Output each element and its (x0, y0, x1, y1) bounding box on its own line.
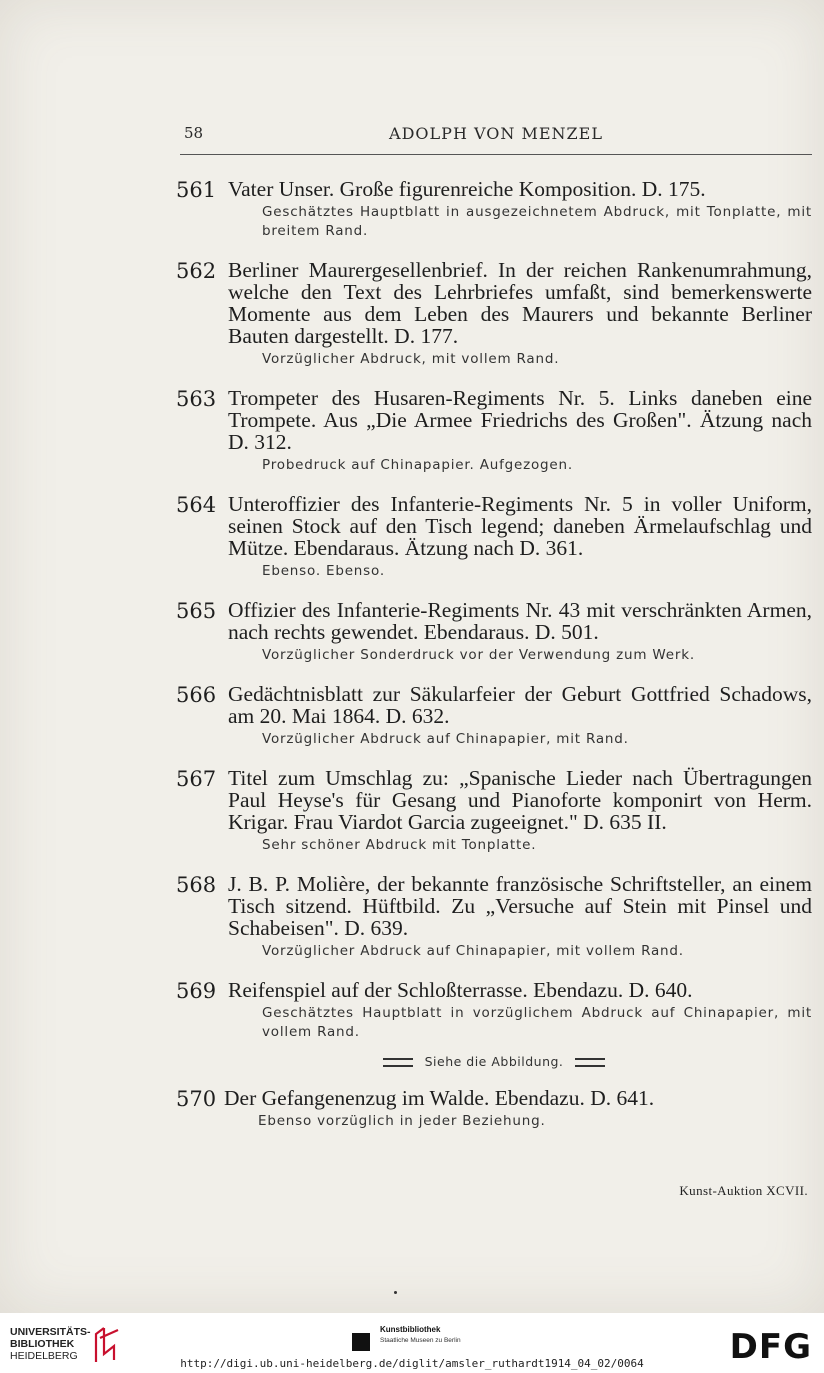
see-illustration-note (176, 1054, 812, 1069)
entry-number: 563 (176, 387, 217, 411)
catalog-entry-563 (176, 387, 812, 475)
kb-name: Kunstbibliothek (380, 1325, 441, 1334)
double-rule-left (383, 1058, 413, 1067)
catalog-entry-567 (176, 767, 812, 855)
entry-number: 565 (176, 599, 217, 623)
entry-condition-note: Sehr schöner Abdruck mit Tonplatte. (262, 837, 537, 853)
catalog-entry-561 (176, 178, 812, 241)
entry-number: 568 (176, 873, 217, 897)
entry-number: 564 (176, 493, 217, 517)
running-header (180, 124, 812, 150)
entry-description: Vater Unser. Große figurenreiche Komposition. D. 175. (228, 177, 706, 201)
catalog-entry-565 (176, 599, 812, 665)
double-rule-right (575, 1058, 605, 1067)
auction-reference: Kunst-Auktion XCVII. (679, 1183, 808, 1198)
entry-number: 567 (176, 767, 217, 791)
entry-number: 561 (176, 178, 217, 202)
dfg-logo[interactable]: DFG (729, 1327, 812, 1367)
kunstbibliothek-logo[interactable] (352, 1321, 492, 1351)
running-title: ADOLPH VON MENZEL (389, 124, 603, 143)
entry-number: 566 (176, 683, 217, 707)
entry-condition-note: Probedruck auf Chinapapier. Aufgezogen. (262, 457, 573, 473)
entry-condition-note: Ebenso. Ebenso. (262, 563, 385, 579)
kb-subtitle: Staatliche Museen zu Berlin (380, 1337, 461, 1344)
digitization-footer-band (0, 1313, 824, 1373)
catalog-entry-570 (176, 1087, 812, 1131)
entry-condition-note: Geschätztes Hauptblatt in vorzüglichem Abdruck auf Chinapapier, mit vollem Rand. (262, 1005, 812, 1040)
header-rule (180, 154, 812, 155)
entry-number: 569 (176, 979, 217, 1003)
logo-line-3: HEIDELBERG (10, 1350, 78, 1362)
entry-description: Der Gefangenenzug im Walde. Ebendazu. D. 641. (224, 1086, 655, 1110)
entry-condition-note: Vorzüglicher Abdruck auf Chinapapier, mit vollem Rand. (262, 943, 684, 959)
entry-description: Titel zum Umschlag zu: „Spanische Lieder nach Übertragungen Paul Heyse's für Gesang und Pianoforte komponirt von Herm. Krigar. Frau Viardot Garcia zugeeignet." D. 635 II. (228, 766, 812, 834)
page-speck (394, 1291, 397, 1294)
entry-description: Reifenspiel auf der Schloßterrasse. Ebendazu. D. 640. (228, 978, 693, 1002)
entry-condition-note: Vorzüglicher Abdruck auf Chinapapier, mit Rand. (262, 731, 629, 747)
see-illustration-text: Siehe die Abbildung. (424, 1054, 564, 1069)
entry-condition-note: Ebenso vorzüglich in jeder Beziehung. (258, 1113, 546, 1129)
entry-description: Gedächtnisblatt zur Säkularfeier der Geburt Gottfried Schadows, am 20. Mai 1864. D. 632. (228, 682, 812, 728)
catalog-entry-568 (176, 873, 812, 961)
catalog-entry-569 (176, 979, 812, 1042)
logo-line-2: BIBLIOTHEK (10, 1338, 75, 1350)
kunstbibliothek-mark-icon (352, 1333, 370, 1351)
entry-condition-note: Vorzüglicher Abdruck, mit vollem Rand. (262, 351, 560, 367)
entry-description: J. B. P. Molière, der bekannte französische Schriftsteller, an einem Tisch sitzend. Hüftbild. Zu „Versuche auf Stein mit Pinsel und Schabeisen". D. 639. (228, 872, 812, 940)
entry-description: Unteroffizier des Infanterie-Regiments Nr. 5 in voller Uniform, seinen Stock auf den Tisch legend; daneben Ärmelaufschlag und Mütze. Ebendaraus. Ätzung nach D. 361. (228, 492, 812, 560)
permalink-url[interactable]: http://digi.ub.uni-heidelberg.de/diglit/amsler_ruthardt1914_04_02/0064 (180, 1357, 644, 1370)
catalog-entries (176, 178, 812, 1149)
logo-line-1: UNIVERSITÄTS- (10, 1326, 91, 1338)
entry-description: Trompeter des Husaren-Regiments Nr. 5. Links daneben eine Trompete. Aus „Die Armee Friedrichs des Großen". Ätzung nach D. 312. (228, 386, 812, 454)
entry-number: 570 (176, 1087, 217, 1111)
page-number: 58 (184, 124, 204, 142)
entry-condition-note: Geschätztes Hauptblatt in ausgezeichnetem Abdruck, mit Tonplatte, mit breitem Rand. (262, 204, 812, 239)
catalog-entry-564 (176, 493, 812, 581)
entry-description: Offizier des Infanterie-Regiments Nr. 43 mit verschränkten Armen, nach rechts gewendet. Ebendaraus. D. 501. (228, 598, 812, 644)
catalog-entry-562 (176, 259, 812, 369)
entry-description: Berliner Maurergesellenbrief. In der reichen Rankenumrahmung, welche den Text des Lehrbriefes umfaßt, sind bemerkenswerte Momente aus dem Leben des Maurers und bekannte Berliner Bauten dargestellt. D. 177. (228, 258, 812, 348)
entry-number: 562 (176, 259, 217, 283)
catalog-entry-566 (176, 683, 812, 749)
entry-condition-note: Vorzüglicher Sonderdruck vor der Verwendung zum Werk. (262, 647, 695, 663)
